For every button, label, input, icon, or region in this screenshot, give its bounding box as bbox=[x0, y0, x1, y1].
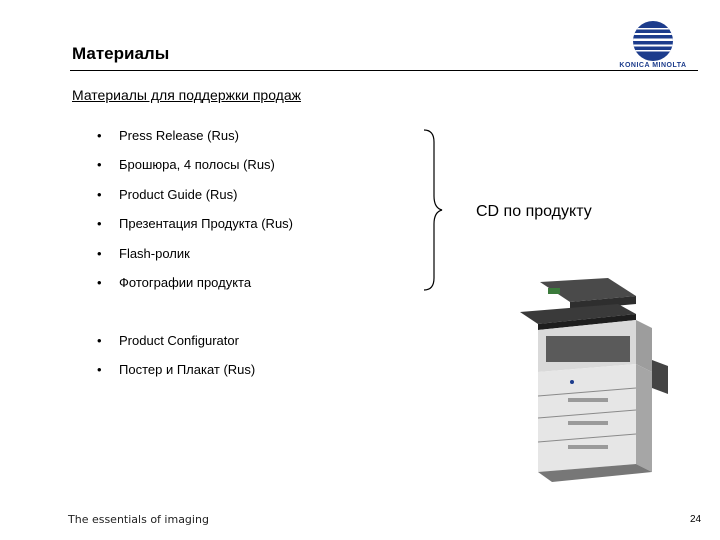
list-item: • Product Configurator bbox=[97, 333, 239, 348]
list-item: • Презентация Продукта (Rus) bbox=[97, 216, 294, 231]
list-item: • Брошюра, 4 полосы (Rus) bbox=[97, 157, 275, 172]
list-item: • Flash-ролик bbox=[97, 246, 190, 261]
brand-logo-text: KONICA MINOLTA bbox=[619, 62, 687, 69]
list-item: • Фотографии продукта bbox=[97, 275, 252, 290]
section-subtitle: Материалы для поддержки продаж bbox=[72, 87, 301, 103]
page-number: 24 bbox=[690, 514, 702, 525]
curly-brace-icon bbox=[420, 128, 444, 292]
title-divider bbox=[70, 70, 698, 71]
list-item: • Press Release (Rus) bbox=[97, 128, 239, 143]
multifunction-copier-image bbox=[512, 268, 672, 488]
slide-title: Материалы bbox=[72, 44, 170, 63]
list-item: • Постер и Плакат (Rus) bbox=[97, 362, 256, 377]
list-item: • Product Guide (Rus) bbox=[97, 187, 238, 202]
konica-minolta-globe-icon bbox=[631, 19, 675, 63]
cd-label: CD по продукту bbox=[476, 203, 592, 220]
footer-tagline: The essentials of imaging bbox=[68, 513, 209, 526]
